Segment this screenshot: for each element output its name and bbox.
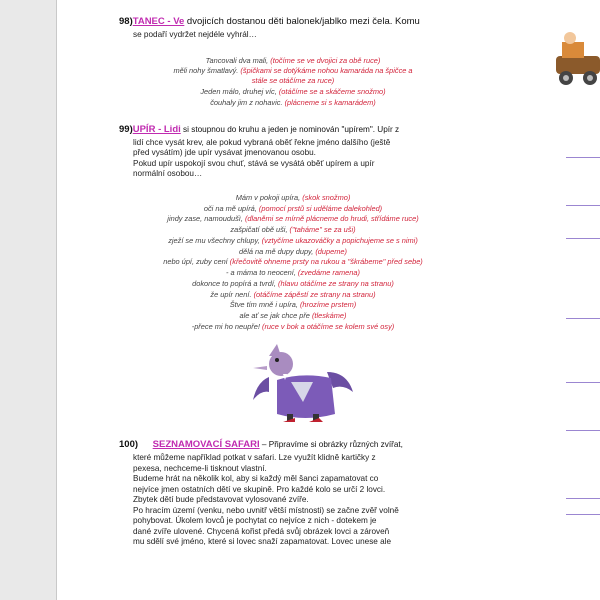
note-line [566,318,600,319]
next-page-margin [529,0,600,600]
rhyme-line: Tancovali dva mali, (točíme se ve dvojici za obě ruce) [205,56,381,65]
section-100-intro: – Připravíme si obrázky různých zvířat, [259,440,403,449]
rhyme-line: - a máma to neocení, (zvedáme ramena) [226,268,360,277]
note-line [566,382,600,383]
section-98-title[interactable]: TANEC - Ve [132,16,185,27]
rhyme-line: měli nohy šmatlavý. (špičkami se dotýkáme nohou kamaráda na špičce a [173,66,413,75]
document-page [56,0,530,600]
rhyme-line: Jeden málo, druhej víc, (otáčíme se a skáčeme snožmo) [200,87,386,96]
section-98-intro-line2: se podaří vydržet nejdéle vyhrál… [133,30,257,39]
section-100-text: které můžeme například potkat v safari. Lze využít klidně kartičky z pexesa, nechceme-li tisknout vlastní. Budeme hrát na několik kol, aby si každý měl šanci zapamatovat co nejvíce jmen ostatních dětí ve skupině. Pro každé kolo se určí 2 lovci. Zbytek dětí bude představovat vylosované zvíře. Po hracím území (venku, nebo uvnitř větší místnosti) se začne zvěř volně pohybovat. Úkolem lovců je pochytat co nejvíce z nich - dotekem je dané zvíře ulovené. Chycená kořist předá svůj obrázek lovci a zároveň mu sdělí své jméno, které si lovec snaží zapamatovat. Lovec unese ale [133,453,399,546]
rhyme-line: dělá na mě dupy dupy, (dupeme) [239,247,347,256]
rhyme-line: zježí se mu všechny chlupy, (vztyčíme ukazováčky a popichujeme se s nimi) [168,236,418,245]
note-line [566,430,600,431]
section-98-number: 98) [119,16,133,27]
rhyme-line: stále se otáčíme za ruce) [251,76,335,85]
rhyme-line: že upír není. (otáčíme zápěstí ze strany na stranu) [210,290,376,299]
rhyme-line: Štve tím mně i upíra, (hrozíme prstem) [229,300,357,309]
section-99-text: lidí chce vysát krev, ale pokud vybraná oběť řekne jméno dalšího (ještě před vysátím) jde upír vysávat jmenovanou osobu. Pokud upír uspokojí svou chuť, stává se vysátá oběť upírem a upír normální osobou… [133,138,391,179]
section-99-intro: si stoupnou do kruhu a jeden je nominován "upírem". Upír z [180,125,400,134]
note-line [566,498,600,499]
note-line [566,238,600,239]
rhyme-line: čouhaly jim z nohavic. (plácneme si s kamarádem) [210,98,376,107]
rhyme-line: Mám v pokoji upíra, (skok snožmo) [235,193,351,202]
rhyme-line: -přece mi ho neupře! (ruce v bok a otáčíme se kolem své osy) [191,322,395,331]
note-line [566,514,600,515]
vampire-illustration [247,342,357,424]
section-98-heading [119,16,420,27]
rhyme-line: ale ať se jak chce pře (tleskáme) [239,311,347,320]
section-100-number: 100) [119,439,139,450]
rhyme-line: nebo úpí, zuby cení (křečovitě ohneme prsty na rukou a "škrábeme" před sebe) [163,257,423,266]
section-99-number: 99) [119,124,133,135]
note-line [566,205,600,206]
section-98-intro: dvojicích dostanou děti balonek/jablko mezi čela. Komu [184,16,420,27]
rhyme-line: dokonce to popírá a tvrdí, (hlavu otáčíme ze strany na stranu) [192,279,394,288]
section-99-heading [119,124,399,135]
section-100-heading [119,439,403,450]
note-line [566,157,600,158]
rhyme-line: oči na mě upírá, (pomocí prstů si uděláme dalekohled) [203,204,383,213]
section-100-title[interactable]: SEZNAMOVACÍ SAFARI [152,439,260,450]
section-99-title[interactable]: UPÍR - Lidi [132,124,181,135]
rhyme-line: jindy zase, namoudušì, (dlaněmi se mírně plácneme do hrudi, střídáme ruce) [167,214,419,223]
car-clipart [548,28,600,90]
rhyme-line: zašpičatí obě uši, ("taháme" se za uši) [230,225,356,234]
